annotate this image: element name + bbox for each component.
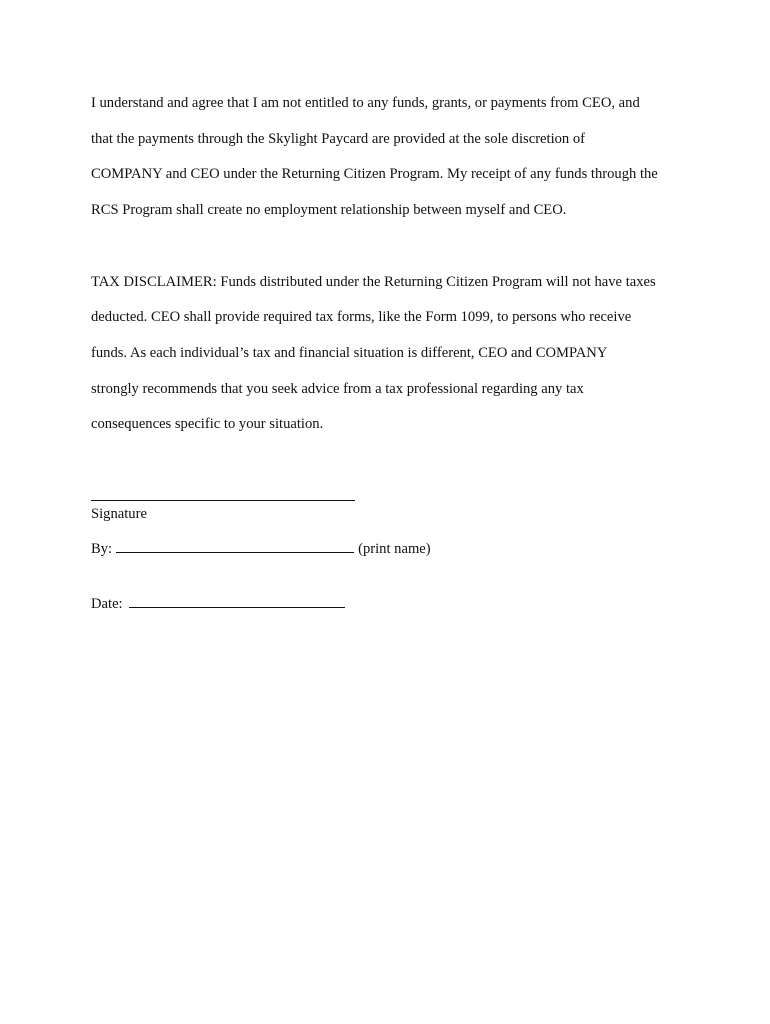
- tax-disclaimer-line-1: TAX DISCLAIMER: Funds distributed under the Returning Citizen Program will not have taxes: [91, 274, 656, 290]
- agreement-line-3: COMPANY and CEO under the Returning Citizen Program. My receipt of any funds through the: [91, 166, 658, 182]
- signature-line[interactable]: [91, 500, 355, 501]
- tax-disclaimer-line-5: consequences specific to your situation.: [91, 416, 324, 432]
- agreement-line-1: I understand and agree that I am not entitled to any funds, grants, or payments from CEO, and: [91, 95, 640, 111]
- agreement-line-2: that the payments through the Skylight Paycard are provided at the sole discretion of: [91, 131, 586, 147]
- date-blank[interactable]: [129, 607, 345, 608]
- tax-disclaimer-line-2: deducted. CEO shall provide required tax forms, like the Form 1099, to persons who receive: [91, 309, 632, 325]
- print-name-blank[interactable]: [116, 552, 354, 553]
- print-name-label: (print name): [358, 541, 431, 557]
- date-label: Date:: [91, 596, 123, 612]
- by-label: By:: [91, 541, 113, 557]
- tax-disclaimer-line-3: funds. As each individual’s tax and financial situation is different, CEO and COMPANY: [91, 345, 608, 361]
- signature-label: Signature: [91, 506, 147, 522]
- date-row: [91, 595, 349, 613]
- agreement-line-4: RCS Program shall create no employment relationship between myself and CEO.: [91, 202, 567, 218]
- print-name-row: [91, 540, 431, 558]
- tax-disclaimer-line-4: strongly recommends that you seek advice from a tax professional regarding any tax: [91, 381, 584, 397]
